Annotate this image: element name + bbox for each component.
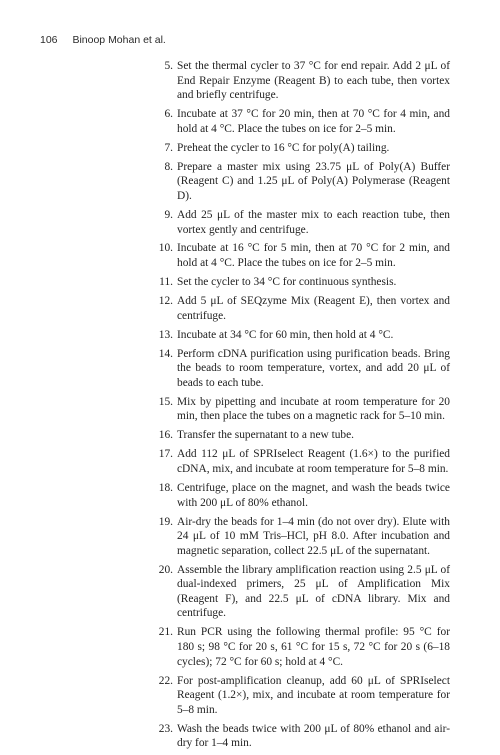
- protocol-steps-list: [0, 59, 500, 755]
- step-text: Incubate at 34 °C for 60 min, then hold at 4 °C.: [177, 328, 394, 341]
- protocol-step: [0, 447, 450, 476]
- protocol-step: [0, 107, 450, 136]
- protocol-step: [0, 328, 450, 343]
- step-number: 14.: [158, 347, 173, 360]
- step-text: Incubate at 37 °C for 20 min, then at 70 °C for 4 min, and hold at 4 °C. Place the tubes on ice for 2–5 min.: [177, 108, 450, 135]
- step-number: 11.: [159, 276, 173, 289]
- step-text: Add 25 μL of the master mix to each reaction tube, then vortex gently and centrifuge.: [177, 208, 450, 236]
- step-text: Assemble the library amplification reaction using 2.5 μL of dual-indexed primers, 25 μL of Amplification Mix (Reagent F), and 22.5 μL of cDNA library. Mix and centrifuge.: [177, 563, 450, 620]
- protocol-step: [0, 208, 450, 237]
- step-number: 23.: [158, 722, 173, 735]
- step-number: 10.: [158, 242, 173, 255]
- step-text: Air-dry the beads for 1–4 min (do not over dry). Elute with 24 μL of 10 mM Tris–HCl, pH 8.0. After incubation and magnetic separation, collect 22.5 μL of the supernatant.: [177, 515, 450, 557]
- step-number: 17.: [158, 448, 173, 461]
- step-text: Transfer the supernatant to a new tube.: [177, 429, 355, 442]
- protocol-step: [0, 241, 450, 270]
- step-text: Set the cycler to 34 °C for continuous synthesis.: [177, 276, 397, 289]
- protocol-step: [0, 428, 450, 443]
- step-text: Centrifuge, place on the magnet, and wash the beads twice with 200 μL of 80% ethanol.: [177, 481, 450, 509]
- step-number: 15.: [158, 395, 173, 408]
- step-text: Prepare a master mix using 23.75 μL of Poly(A) Buffer (Reagent C) and 1.25 μL of Poly(A) Polymerase (Reagent D).: [177, 160, 450, 202]
- step-number: 21.: [158, 626, 173, 639]
- step-number: 16.: [158, 429, 173, 442]
- step-text: Add 5 μL of SEQzyme Mix (Reagent E), then vortex and centrifuge.: [177, 295, 450, 322]
- protocol-step: [0, 294, 450, 323]
- step-text: Mix by pipetting and incubate at room temperature for 20 min, then place the tubes on a magnetic rack for 5–10 min.: [177, 395, 450, 423]
- protocol-step: [0, 722, 450, 751]
- protocol-step: [0, 563, 450, 621]
- running-head-authors: Binoop Mohan et al.: [72, 34, 166, 46]
- page-number: 106: [40, 34, 58, 46]
- step-number: 6.: [164, 108, 173, 121]
- running-head: [40, 34, 166, 46]
- step-number: 19.: [158, 515, 173, 528]
- step-text: Wash the beads twice with 200 μL of 80% ethanol and air-dry for 1–4 min.: [177, 722, 450, 750]
- step-text: Incubate at 16 °C for 5 min, then at 70 °C for 2 min, and hold at 4 °C. Place the tubes on ice for 2–5 min.: [177, 242, 450, 270]
- step-text: Preheat the cycler to 16 °C for poly(A) tailing.: [177, 141, 390, 154]
- step-text: Add 112 μL of SPRIselect Reagent (1.6×) to the purified cDNA, mix, and incubate at room temperature for 5–8 min.: [177, 448, 450, 475]
- step-number: 9.: [164, 208, 173, 221]
- step-number: 12.: [158, 295, 173, 308]
- protocol-step: [0, 59, 450, 103]
- step-number: 22.: [158, 674, 173, 687]
- step-text: Set the thermal cycler to 37 °C for end repair. Add 2 μL of End Repair Enzyme (Reagent B) to each tube, then vortex and briefly centrifuge.: [177, 60, 450, 102]
- protocol-step: [0, 515, 450, 559]
- step-number: 20.: [158, 563, 173, 576]
- protocol-step: [0, 481, 450, 510]
- step-text: Perform cDNA purification using purification beads. Bring the beads to room temperature, vortex, and add 20 μL of beads to each tube.: [177, 347, 450, 389]
- protocol-step: [0, 625, 450, 669]
- step-text: Run PCR using the following thermal profile: 95 °C for 180 s; 98 °C for 20 s, 61 °C for 15 s, 72 °C for 20 s (6–18 cycles); 72 °C for 60 s; hold at 4 °C.: [177, 626, 450, 668]
- step-number: 13.: [158, 328, 173, 341]
- protocol-step: [0, 141, 450, 156]
- step-number: 8.: [164, 160, 173, 173]
- step-number: 18.: [158, 481, 173, 494]
- protocol-step: [0, 275, 450, 290]
- protocol-step: [0, 347, 450, 391]
- step-number: 7.: [164, 141, 173, 154]
- step-text: For post-amplification cleanup, add 60 μL of SPRIselect Reagent (1.2×), mix, and incubate at room temperature for 5–8 min.: [177, 674, 450, 716]
- protocol-step: [0, 395, 450, 424]
- protocol-step: [0, 160, 450, 204]
- step-number: 5.: [164, 60, 173, 72]
